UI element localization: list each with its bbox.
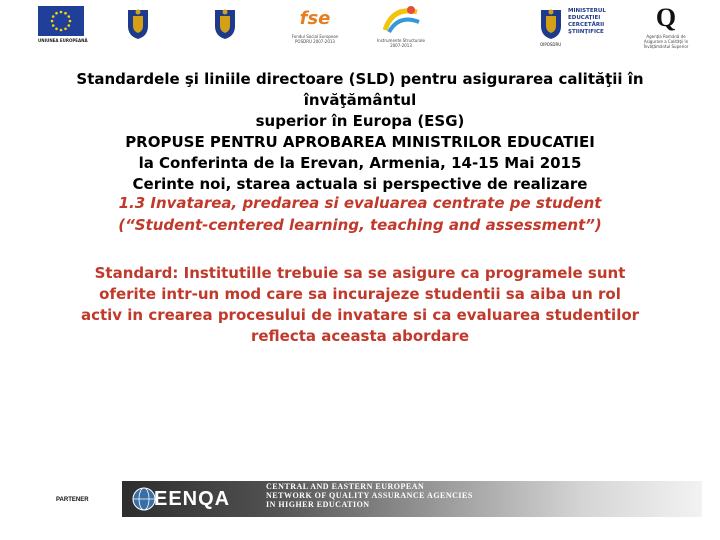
eu-flag-logo [38,6,84,36]
eu-caption: UNIUNEA EUROPEANĂ [38,38,88,43]
eu-stars-icon [38,6,84,36]
fse-logo [290,4,340,44]
enqa-description [266,482,473,509]
romania-crest-icon [125,6,151,40]
ministry-label: MINISTERUL EDUCAŢIEI CERCETĂRII ŞTIINŢIFICE [568,8,606,35]
section-line: (“Student-centered learning, teaching and assessment”) [118,216,602,234]
standard-text [60,263,660,347]
enqa-desc-line: IN HIGHER EDUCATION [266,500,370,509]
is-caption: Instrumente Structurale 2007-2013 [377,38,425,48]
aracis-caption: Agenţia Română de Asigurare a Calităţii în Învăţământul Superior [643,34,689,49]
standard-line: reflecta aceasta abordare [250,327,469,345]
title-line: PROPUSE PENTRU APROBAREA MINISTRILOR EDUCATIEI [125,133,595,151]
title-line: la Conferinta de la Erevan, Armenia, 14-15 Mai 2015 [138,154,582,172]
section-line: 1.3 Invatarea, predarea si evaluarea centrate pe student [118,194,602,212]
title-line: Cerinte noi, starea actuala si perspective de realizare [132,175,588,193]
standard-line: oferite intr-un mod care sa incurajeze studentii sa aiba un rol [99,285,621,303]
enqa-desc-line: CENTRAL AND EASTERN EUROPEAN [266,482,425,491]
aracis-logo [636,2,696,49]
fse-caption: Fondul Social European POSDRU 2007-2013 [291,34,339,44]
oi-caption: OIPOSDRU [540,42,562,47]
globe-icon [132,487,156,511]
instrumente-structurale-logo [375,2,427,48]
romania-crest-icon [212,6,238,40]
page-title [40,69,680,195]
standard-line: Standard: Institutille trebuie sa se asigure ca programele sunt [94,264,626,282]
title-line: Standardele şi liniile directoare (SLD) pentru asigurarea calităţii în învăţământul [76,70,644,109]
oiposdru-crest-icon [538,6,564,40]
enqa-desc-line: NETWORK OF QUALITY ASSURANCE AGENCIES [266,491,473,500]
enqa-banner [122,481,702,517]
partner-label: PARTENER [56,497,89,503]
logo-bar [0,0,720,60]
aracis-logo-text: Q [655,3,677,32]
footer [0,476,720,526]
fse-logo-text: fse [299,8,331,29]
instrumente-structurale-icon [381,2,421,34]
title-line: superior în Europa (ESG) [255,112,465,130]
enqa-logo-text: EENQA [154,488,231,510]
standard-line: activ in crearea procesului de invatare si ca evaluarea studentilor [80,306,640,324]
section-heading [40,192,680,236]
